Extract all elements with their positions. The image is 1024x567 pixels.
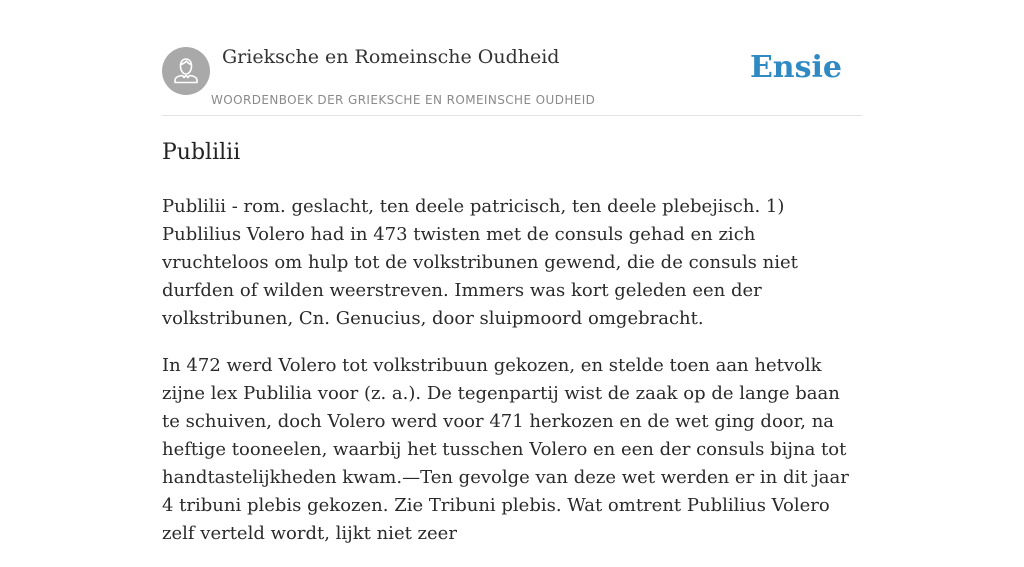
article-paragraph: In 472 werd Volero tot volkstribuun gekozen, en stelde toen aan hetvolk zijne lex Publilia voor (z. a.). De tegenpartij wist de zaak op de lange baan te schuiven, doch Volero werd voor 471 herkozen en de wet ging door, na heftige tooneelen, waarbij het tusschen Volero en een der consuls bijna tot handtastelijkheden kwam.—Ten gevolge van deze wet werden er in dit jaar 4 tribuni plebis gekozen. Zie Tribuni plebis. Wat omtrent Publilius Volero zelf verteld wordt, lijkt niet zeer xyxy=(162,355,849,544)
article-body xyxy=(162,193,862,567)
site-title-link[interactable]: Grieksche en Romeinsche Oudheid xyxy=(222,46,560,68)
ensie-logo-link[interactable]: Ensie xyxy=(749,50,842,85)
page xyxy=(162,0,862,544)
site-header xyxy=(162,0,862,116)
article-paragraph: Publilii - rom. geslacht, ten deele patricisch, ten deele plebejisch. 1) Publilius Volero had in 473 twisten met de consuls gehad en zich vruchteloos om hulp tot de volkstribunen gewend, die de consuls niet durfden of wilden weerstreven. Immers was kort geleden een der volkstribunen, Cn. Genucius, door sluipmoord omgebracht. xyxy=(162,196,798,329)
site-subtitle: WOORDENBOEK DER GRIEKSCHE EN ROMEINSCHE OUDHEID xyxy=(211,93,596,107)
article-title: Publilii xyxy=(162,140,241,165)
user-icon[interactable] xyxy=(162,47,210,95)
